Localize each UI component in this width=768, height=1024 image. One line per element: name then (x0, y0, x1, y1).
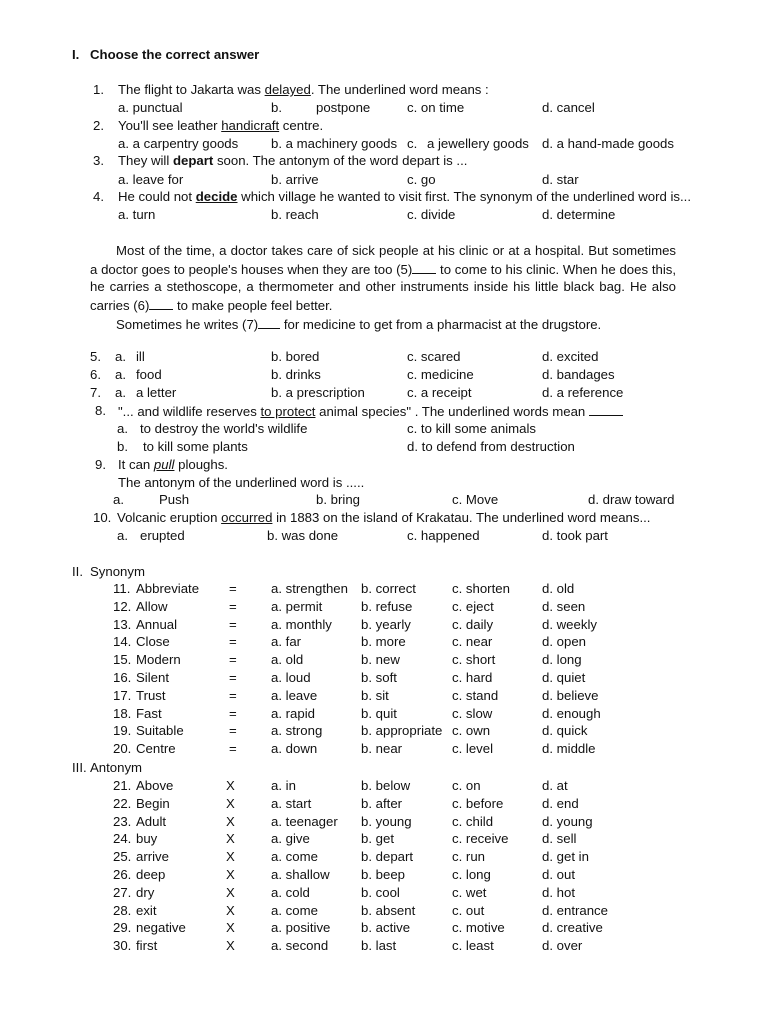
item-option-a: a. loud (271, 670, 311, 685)
item-option-d: d. entrance (542, 902, 608, 918)
item-option-a: a. second (271, 938, 329, 954)
item-option-b: b. more (361, 634, 406, 650)
q8-stem: "... and wildlife reserves to protect animal species" . The underlined words mean (118, 402, 623, 420)
blank-6 (149, 296, 173, 310)
item-number: 28. (113, 902, 132, 918)
item-option-c: c. hard (452, 670, 493, 685)
q9-option-a: Push (159, 492, 190, 507)
q4-option-b: b. reach (271, 207, 319, 222)
item-word: Silent (136, 670, 169, 685)
item-option-d: d. enough (542, 705, 601, 721)
q9-option-d: d. draw toward (588, 492, 675, 507)
q2-option-c-label: c. (407, 136, 418, 151)
item-word: Annual (136, 616, 178, 632)
q6-option-b: b. drinks (271, 367, 321, 382)
blank-5 (412, 260, 436, 274)
item-number: 20. (113, 741, 132, 757)
item-word: Abbreviate (136, 581, 200, 596)
item-option-a: a. in (271, 778, 296, 793)
item-option-c: c. out (452, 902, 485, 918)
item-option-a: a. monthly (271, 616, 332, 632)
item-relation-symbol: X (226, 920, 235, 936)
item-option-c: c. own (452, 723, 491, 739)
item-option-a: a. positive (271, 920, 331, 936)
q2-stem: You'll see leather handicraft centre. (118, 118, 324, 133)
item-option-d: d. creative (542, 920, 603, 936)
q7-number: 7. (90, 385, 101, 400)
section-1-title: Choose the correct answer (90, 47, 260, 62)
item-number: 11. (113, 581, 131, 596)
item-option-b: b. get (361, 831, 394, 847)
item-option-c: c. near (452, 634, 493, 650)
item-word: buy (136, 831, 158, 847)
item-number: 29. (113, 920, 132, 936)
blank-7 (258, 315, 280, 329)
item-option-d: d. old (542, 581, 575, 596)
item-option-c: c. shorten (452, 581, 510, 596)
item-relation-symbol: X (226, 813, 235, 829)
q2-option-d: d. a hand-made goods (542, 136, 674, 151)
q10-option-c: c. happened (407, 528, 480, 543)
item-option-b: b. sit (361, 687, 389, 703)
item-option-d: d. get in (542, 849, 589, 865)
q6-option-d: d. bandages (542, 367, 615, 382)
q9-number: 9. (95, 457, 106, 472)
item-word: Fast (136, 705, 162, 721)
q3-stem: They will depart soon. The antonym of the word depart is ... (118, 153, 468, 168)
q1-option-c: c. on time (407, 100, 465, 115)
item-option-c: c. wet (452, 884, 487, 900)
q6-option-a-label: a. (115, 367, 126, 382)
item-number: 23. (113, 813, 132, 829)
q5-number: 5. (90, 349, 101, 364)
item-relation-symbol: = (229, 705, 237, 721)
item-option-b: b. refuse (361, 598, 413, 614)
item-option-b: b. appropriate (361, 723, 443, 739)
item-number: 22. (113, 795, 132, 811)
item-relation-symbol: = (229, 581, 237, 596)
q6-option-a: food (136, 367, 162, 382)
item-option-c: c. motive (452, 920, 505, 936)
item-option-d: d. seen (542, 598, 586, 614)
item-relation-symbol: = (229, 598, 237, 614)
q5-option-b: b. bored (271, 349, 320, 364)
q7-option-b: b. a prescription (271, 385, 365, 400)
item-option-b: b. depart (361, 849, 414, 865)
item-option-b: b. active (361, 920, 411, 936)
item-option-d: d. quick (542, 723, 588, 739)
item-option-b: b. quit (361, 705, 397, 721)
item-option-a: a. rapid (271, 705, 315, 721)
item-option-c: c. receive (452, 831, 509, 847)
item-number: 18. (113, 705, 132, 721)
item-option-a: a. start (271, 795, 312, 811)
item-word: dry (136, 884, 155, 900)
q4-stem: He could not decide which village he wanted to visit first. The synonym of the underlined word is... (118, 189, 691, 204)
item-relation-symbol: X (226, 902, 235, 918)
q2-option-a: a. a carpentry goods (118, 136, 239, 151)
item-word: arrive (136, 849, 169, 865)
q3-option-a: a. leave for (118, 172, 184, 187)
item-number: 13. (113, 616, 132, 632)
item-number: 24. (113, 831, 132, 847)
item-option-b: b. absent (361, 902, 416, 918)
reading-passage (90, 242, 676, 334)
q1-option-d: d. cancel (542, 100, 595, 115)
item-word: deep (136, 867, 166, 882)
item-option-a: a. permit (271, 598, 323, 614)
item-word: Above (136, 778, 174, 793)
q8-number: 8. (95, 403, 106, 418)
item-option-c: c. eject (452, 598, 494, 614)
q6-number: 6. (90, 367, 101, 382)
item-relation-symbol: = (229, 652, 237, 668)
q9-option-b: b. bring (316, 492, 360, 507)
item-word: Trust (136, 687, 166, 703)
q9-stem: It can pull ploughs. (118, 457, 228, 472)
item-option-a: a. strong (271, 723, 323, 739)
q10-stem: Volcanic eruption occurred in 1883 on the island of Krakatau. The underlined word means... (117, 510, 651, 525)
item-relation-symbol: = (229, 616, 237, 632)
q2-option-b: b. a machinery goods (271, 136, 398, 151)
item-option-d: d. out (542, 867, 575, 882)
q4-option-c: c. divide (407, 207, 456, 222)
passage-paragraph-2: Sometimes he writes (7) for medicine to get from a pharmacist at the drugstore. (116, 317, 602, 333)
q1-stem: The flight to Jakarta was delayed. The underlined word means : (118, 82, 489, 97)
item-option-a: a. old (271, 652, 304, 668)
item-word: exit (136, 902, 157, 918)
q9-stem-line-2: The antonym of the underlined word is ..... (118, 475, 365, 490)
item-option-d: d. at (542, 778, 568, 793)
q3-option-d: d. star (542, 172, 579, 187)
q3-number: 3. (93, 153, 104, 168)
q3-option-b: b. arrive (271, 172, 319, 187)
item-option-a: a. far (271, 634, 302, 650)
item-option-d: d. over (542, 938, 583, 954)
item-option-c: c. run (452, 849, 485, 865)
item-option-d: d. sell (542, 831, 577, 847)
item-option-b: b. after (361, 795, 403, 811)
item-option-b: b. cool (361, 884, 400, 900)
q9-option-c: c. Move (452, 492, 499, 507)
q5-option-c: c. scared (407, 349, 461, 364)
item-option-b: b. last (361, 938, 397, 954)
q8-option-b: to kill some plants (143, 439, 248, 454)
q4-option-d: d. determine (542, 207, 616, 222)
item-option-b: b. near (361, 741, 403, 757)
item-option-a: a. strengthen (271, 581, 348, 596)
section-3-number: III. (72, 760, 87, 775)
q1-option-b: postpone (316, 100, 371, 115)
item-option-c: c. stand (452, 687, 499, 703)
item-option-c: c. least (452, 938, 494, 954)
q4-option-a: a. turn (118, 207, 156, 222)
item-relation-symbol: X (226, 849, 235, 865)
section-2-number: II. (72, 564, 83, 579)
item-option-c: c. daily (452, 616, 494, 632)
item-relation-symbol: = (229, 741, 237, 757)
item-option-a: a. give (271, 831, 310, 847)
item-relation-symbol: X (226, 938, 235, 954)
item-option-b: b. soft (361, 670, 397, 685)
item-option-c: c. level (452, 741, 494, 757)
item-option-c: c. before (452, 795, 504, 811)
item-option-d: d. open (542, 634, 586, 650)
item-word: negative (136, 920, 186, 936)
item-word: Centre (136, 741, 176, 757)
item-word: first (136, 938, 158, 954)
item-option-a: a. cold (271, 884, 310, 900)
item-relation-symbol: = (229, 670, 237, 685)
item-number: 26. (113, 867, 132, 882)
section-1-number: I. (72, 47, 80, 62)
q1-number: 1. (93, 82, 104, 97)
q5-option-a: ill (136, 349, 145, 364)
item-number: 12. (113, 598, 132, 614)
item-word: Begin (136, 795, 170, 811)
q3-option-c: c. go (407, 172, 436, 187)
q10-option-d: d. took part (542, 528, 608, 543)
q1-option-a: a. punctual (118, 100, 183, 115)
item-word: Adult (136, 813, 167, 829)
q7-option-c: c. a receipt (407, 385, 472, 400)
item-option-c: c. long (452, 867, 491, 882)
item-option-d: d. quiet (542, 670, 586, 685)
item-number: 17. (113, 687, 132, 703)
q7-option-a: a letter (136, 385, 177, 400)
item-option-d: d. long (542, 652, 582, 668)
item-option-d: d. weekly (542, 616, 597, 632)
section-3-title: Antonym (90, 760, 143, 775)
q6-option-c: c. medicine (407, 367, 474, 382)
item-word: Suitable (136, 723, 184, 739)
item-word: Allow (136, 598, 168, 614)
item-word: Close (136, 634, 170, 650)
item-number: 21. (113, 778, 132, 793)
item-relation-symbol: X (226, 795, 235, 811)
item-option-a: a. leave (271, 687, 318, 703)
item-option-a: a. come (271, 849, 318, 865)
q7-option-d: d. a reference (542, 385, 624, 400)
item-option-d: d. end (542, 795, 579, 811)
q10-option-a-label: a. (117, 528, 128, 543)
item-relation-symbol: = (229, 634, 237, 650)
item-option-d: d. young (542, 813, 593, 829)
item-number: 27. (113, 884, 132, 900)
item-relation-symbol: X (226, 884, 235, 900)
item-option-c: c. on (452, 778, 481, 793)
item-number: 16. (113, 670, 132, 685)
q7-option-a-label: a. (115, 385, 126, 400)
q10-option-b: b. was done (267, 528, 339, 543)
item-option-b: b. correct (361, 581, 416, 596)
q8-option-b-label: b. (117, 439, 128, 454)
item-option-a: a. shallow (271, 867, 330, 882)
item-option-d: d. middle (542, 741, 596, 757)
q5-option-d: d. excited (542, 349, 599, 364)
q9-option-a-label: a. (113, 492, 124, 507)
item-option-c: c. child (452, 813, 494, 829)
item-option-b: b. young (361, 813, 412, 829)
q10-option-a: erupted (140, 528, 185, 543)
item-option-c: c. short (452, 652, 496, 668)
q2-option-c: a jewellery goods (427, 136, 529, 151)
item-option-b: b. new (361, 652, 400, 668)
section-2-title: Synonym (90, 564, 145, 579)
item-number: 19. (113, 723, 132, 739)
q8-option-c: c. to kill some animals (407, 421, 536, 436)
item-option-b: b. beep (361, 867, 405, 882)
q1-option-b-label: b. (271, 100, 282, 115)
item-relation-symbol: X (226, 831, 235, 847)
q8-option-a: to destroy the world's wildlife (140, 421, 308, 436)
item-relation-symbol: = (229, 687, 237, 703)
item-option-a: a. come (271, 902, 318, 918)
q5-option-a-label: a. (115, 349, 126, 364)
item-number: 15. (113, 652, 132, 668)
item-number: 30. (113, 938, 132, 954)
item-word: Modern (136, 652, 181, 668)
passage-paragraph-1: Most of the time, a doctor takes care of sick people at his clinic or at a hospital. But sometimes a doctor goes to people's houses when they are too (5) to come to his clinic. When he does this, he carries a stethoscope, a thermometer and other instruments inside his little black bag. He also carries (6) to make people feel better. (90, 243, 677, 313)
item-number: 14. (113, 634, 132, 650)
q4-number: 4. (93, 189, 104, 204)
item-option-a: a. teenager (271, 813, 338, 829)
item-relation-symbol: X (226, 778, 235, 793)
item-number: 25. (113, 849, 132, 865)
item-option-d: d. hot (542, 884, 575, 900)
q2-number: 2. (93, 118, 104, 133)
item-relation-symbol: = (229, 723, 237, 739)
q8-option-d: d. to defend from destruction (407, 439, 575, 454)
item-option-b: b. yearly (361, 616, 411, 632)
q8-option-a-label: a. (117, 421, 128, 436)
q10-number: 10. (93, 510, 112, 525)
item-option-d: d. believe (542, 687, 599, 703)
q8-answer-blank (589, 402, 623, 416)
item-option-a: a. down (271, 741, 318, 757)
item-option-b: b. below (361, 778, 411, 793)
item-relation-symbol: X (226, 867, 235, 882)
item-option-c: c. slow (452, 705, 493, 721)
